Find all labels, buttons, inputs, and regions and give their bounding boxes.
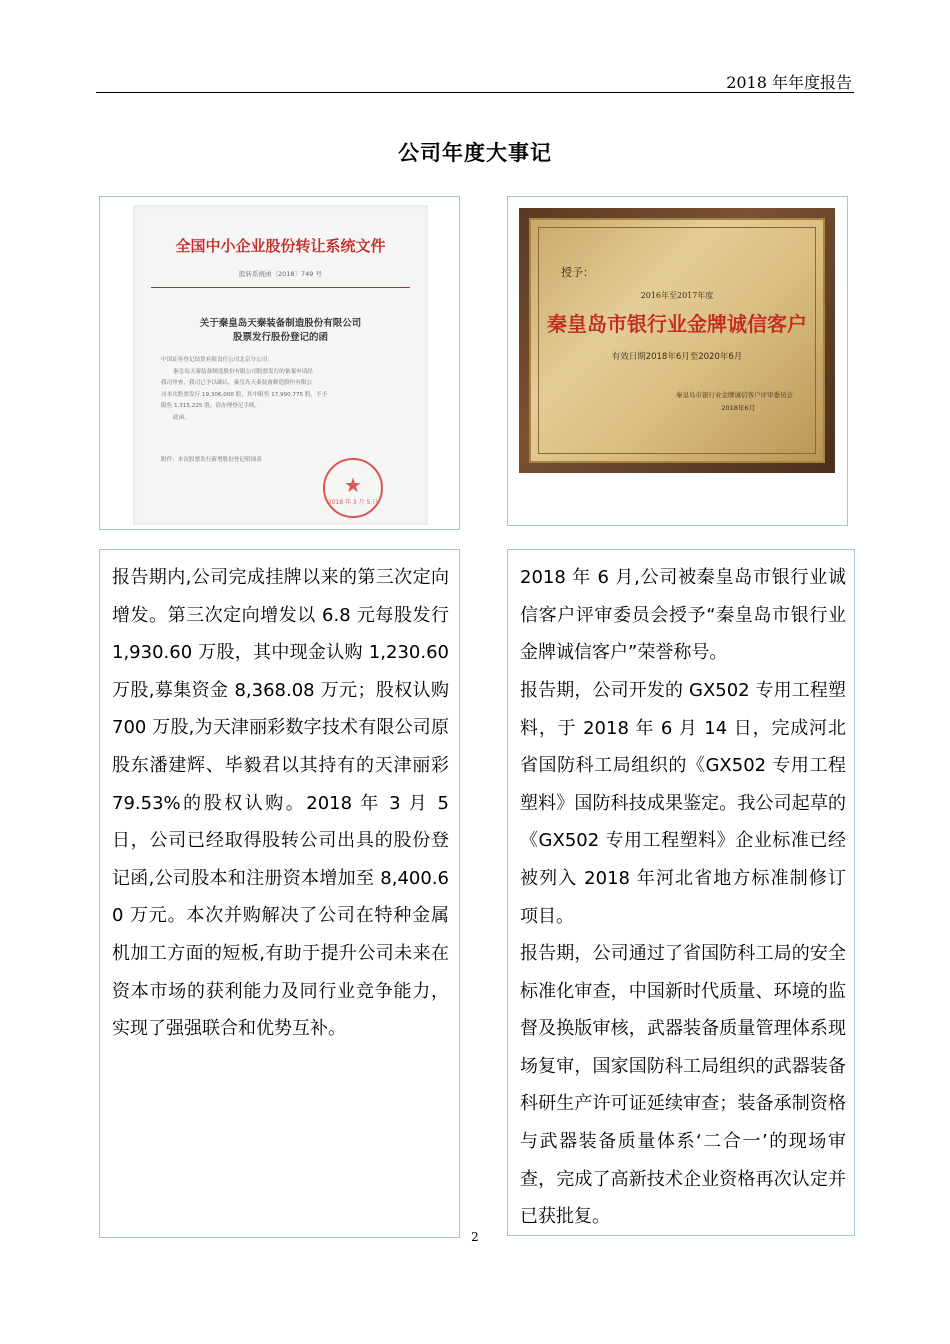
placement-event-text-box xyxy=(99,549,460,1238)
plaque-to: 授予： xyxy=(561,266,594,279)
doc-red-rule xyxy=(151,287,410,288)
event-paragraph: 2018 年 6 月,公司被秦皇岛市银行业诚信客户评审委员会授予“秦皇岛市银行业金牌诚信客户”荣誉称号。 xyxy=(520,567,846,664)
event-paragraph: 报告期，公司通过了省国防科工局的安全标准化审查，中国新时代质量、环境的监督及换版审核，武器装备质量管理体系现场复审，国家国防科工局组织的武器装备科研生产许可证延续审查；装备承制资格与武器装备质量体系‘二合一’的现场审查，完成了高新技术企业资格再次认定并已获批复。 xyxy=(520,943,846,1228)
doc-body-line: 中国证券登记结算有限责任公司北京分公司： xyxy=(161,357,273,363)
doc-title-line1: 关于秦皇岛天秦装备制造股份有限公司 xyxy=(199,318,362,329)
header-rule xyxy=(96,92,854,93)
plaque-year-range: 2016年至2017年度 xyxy=(640,291,714,300)
plaque-valid-period: 有效日期2018年6月至2020年6月 xyxy=(611,352,743,362)
page-number: 2 xyxy=(471,1230,479,1244)
plaque-image-box xyxy=(507,196,848,526)
doc-heading: 全国中小企业股份转让系统文件 xyxy=(175,237,386,255)
plaque-main-title: 秦皇岛市银行业金牌诚信客户 xyxy=(547,312,807,336)
plaque-gold-panel xyxy=(529,218,825,463)
doc-body-line: 此函。 xyxy=(173,414,190,421)
plaque-date: 2018年6月 xyxy=(721,404,755,412)
official-seal xyxy=(323,458,383,518)
plaque-organization: 秦皇岛市银行业金牌诚信客户评审委员会 xyxy=(676,391,793,399)
plaque-inner-border xyxy=(538,227,816,454)
honor-plaque-image xyxy=(519,208,835,473)
honors-event-text-box xyxy=(507,549,855,1236)
doc-body xyxy=(161,355,402,424)
seal-star-icon: ★ xyxy=(344,473,362,497)
registration-letter-image xyxy=(133,205,428,525)
doc-body-line: 我司审查，我司已予以确认。秦皇岛天秦装备制造股份有限公 xyxy=(161,380,313,386)
event-paragraph: 报告期内,公司完成挂牌以来的第三次定向增发。第三次定向增发以 6.8 元每股发行 1,930.60 万股，其中现金认购 1,230.60 万股,募集资金 8,368.08 万元；股权认购 700 万股,为天津丽彩数字技术有限公司原股东潘建辉、毕毅君以其持有的天津丽彩 79.53%的股权认购。2018 年 3 月 5 日，公司已经取得股转公司出具的股份登记函,公司股本和注册资本增加至 8,400.60 万元。本次并购解决了公司在特种金属机加工方面的短板,有助于提升公司未来在资本市场的获利能力及同行业竞争能力，实现了强强联合和优势互补。 xyxy=(112,567,449,1040)
doc-number: 股转系统函〔2018〕749 号 xyxy=(238,270,322,278)
document-image-box xyxy=(99,196,460,530)
doc-title-line2: 股票发行股份登记的函 xyxy=(232,332,328,343)
doc-body-line: 秦皇岛天秦装备制造股份有限公司股票发行的备案申请经 xyxy=(173,368,313,375)
doc-body-line: 限售 1,315,225 股。请办理登记手续。 xyxy=(161,403,261,409)
page-title: 公司年度大事记 xyxy=(398,141,552,165)
report-header: 2018 年年度报告 xyxy=(726,73,852,92)
seal-date: 2018 年 3 月 5 日 xyxy=(327,499,379,506)
event-paragraph: 报告期，公司开发的 GX502 专用工程塑料，于 2018 年 6 月 14 日，完成河北省国防科工局组织的《GX502 专用工程塑料》国防科技成果鉴定。我公司起草的《GX502 专用工程塑料》企业标准已经被列入 2018 年河北省地方标准制修订项目。 xyxy=(520,680,846,927)
doc-attachment: 附件：本次股票发行新增股份登记明细表 xyxy=(161,457,262,463)
doc-body-line: 司本次股票发行 19,306,000 股，其中限售 17,990,775 股，不予 xyxy=(161,391,328,398)
